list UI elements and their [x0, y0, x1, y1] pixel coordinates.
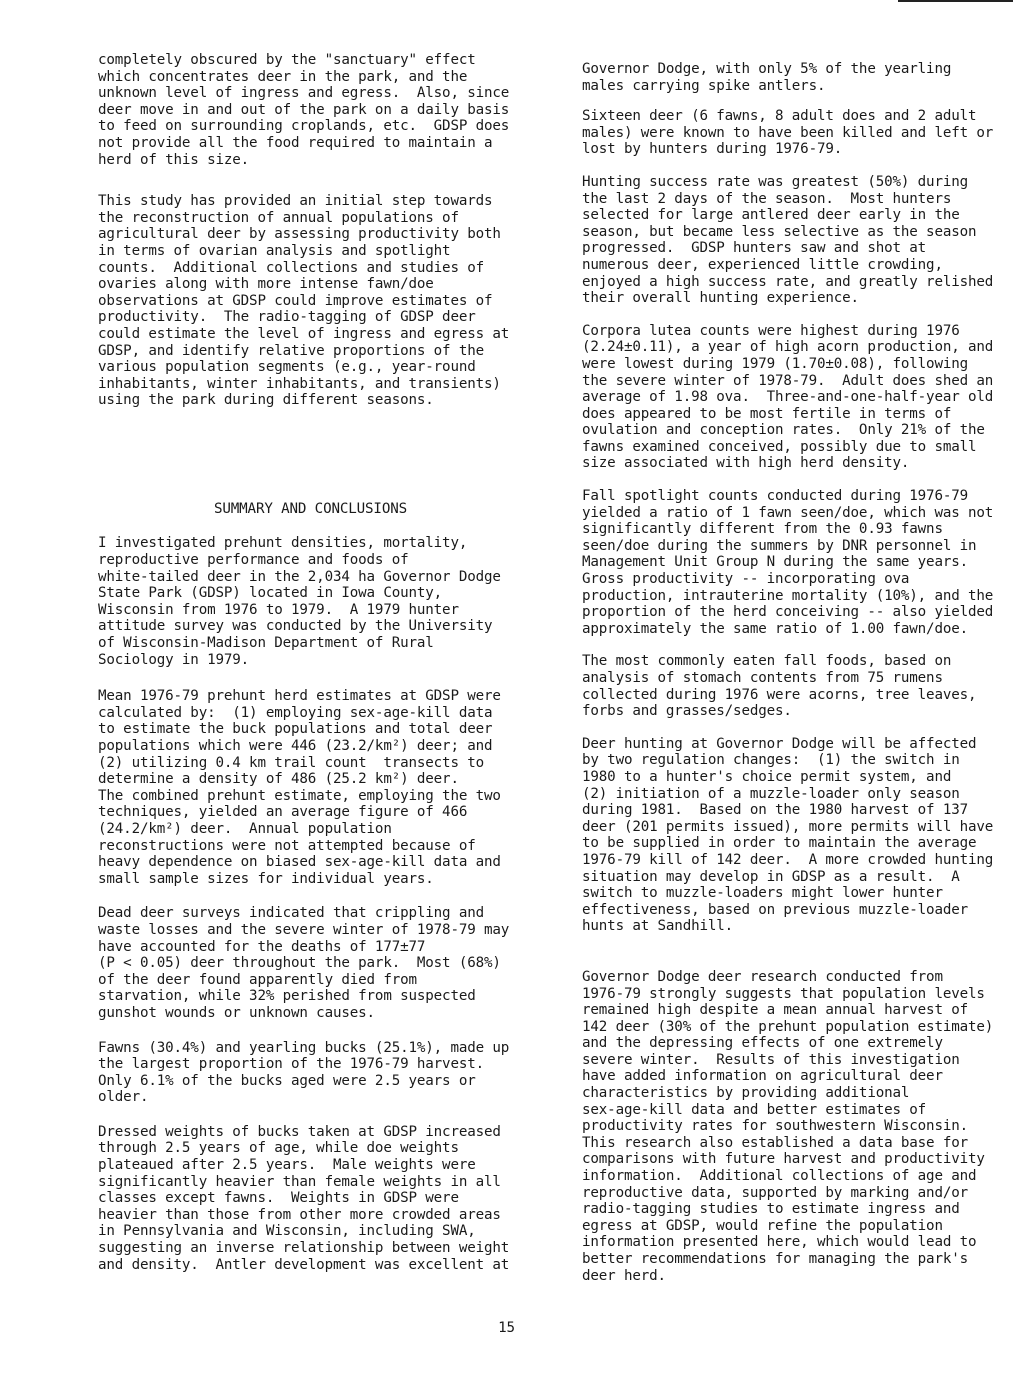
paragraph-corpora-lutea: Corpora lutea counts were highest during 1976 (2.24±0.11), a year of high acorn production, and were lowest during 1979 (1.70±0.08), following the severe winter of 1978-79. Adult does shed an average of 1.98 ova. Three-and-one-half-year old does appeared to be most fertile in terms of ovulation and conception rates. Only 21% of the fawns examined conceived, possibly due to small size associated with high herd density.	[582, 322, 994, 472]
paragraph-dressed-weights: Dressed weights of bucks taken at GDSP increased through 2.5 years of age, while doe weights plateaued after 2.5 years. Male weights were significantly heavier than female weights in all classes except fawns. Weights in GDSP were heavier than those from other more crowded areas in Pennsylvania and Wisconsin, including SWA, suggesting an inverse relationship between weight and density. Antler development was excellent at	[98, 1123, 510, 1273]
paragraph-governor-dodge-antlers: Governor Dodge, with only 5% of the yearling males carrying spike antlers.	[582, 61, 952, 94]
paragraph-fawns-yearlings: Fawns (30.4%) and yearling bucks (25.1%), made up the largest proportion of the 1976-79 harvest. Only 6.1% of the bucks aged were 2.5 years or older.	[98, 1039, 510, 1106]
paragraph-regulation-changes: Deer hunting at Governor Dodge will be affected by two regulation changes: (1) the switch in 1980 to a hunter's choice permit system, and (2) initiation of a muzzle-loader only season during 1981. Based on the 1980 harvest of 137 deer (201 permits issued), more permits will have to be supplied in order to maintain the average 1976-79 kill of 142 deer. A more crowded hunting situation may develop in GDSP as a result. A switch to muzzle-loaders might lower hunter effectiveness, based on previous muzzle-loader hunts at Sandhill.	[582, 735, 994, 935]
top-rule	[898, 0, 1013, 2]
paragraph-dead-deer-surveys: Dead deer surveys indicated that crippling and waste losses and the severe winter of 1978-79 may have accounted for the deaths of 177±77 (P < 0.05) deer throughout the park. Most (68%) of the deer found apparently died from starvation, while 32% perished from suspected gunshot wounds or unknown causes.	[98, 905, 510, 1021]
paragraph-fall-spotlight: Fall spotlight counts conducted during 1976-79 yielded a ratio of 1 fawn seen/doe, which was not significantly different from the 0.93 fawns seen/doe during the summers by DNR personnel in Management Unit Group N during the same years. Gross productivity -- incorporating ova production, intrauterine mortality (10%), and the proportion of the herd conceiving -- also yielded approximately the same ratio of 1.00 fawn/doe.	[582, 488, 994, 637]
paragraph-sanctuary-effect: completely obscured by the "sanctuary" effect which concentrates deer in the park, and the unknown level of ingress and egress. Also, since deer move in and out of the park on a daily basis to feed on surrounding croplands, etc. GDSP does not provide all the food required to maintain a herd of this size.	[98, 52, 510, 168]
right-column	[582, 61, 1007, 1284]
paragraph-research-conclusion: Governor Dodge deer research conducted from 1976-79 strongly suggests that population levels remained high despite a mean annual harvest of 142 deer (30% of the prehunt population estimate) and the depressing effects of one extremely severe winter. Results of this investigation have added information on agricultural deer characteristics by providing additional sex-age-kill data and better estimates of productivity rates for southwestern Wisconsin. This research also established a data base for comparisons with future harvest and productivity information. Additional collections of age and reproductive data, supported by marking and/or radio-tagging studies to estimate ingress and egress at GDSP, would refine the population information presented here, which would lead to better recommendations for managing the park's deer herd.	[582, 968, 994, 1284]
paragraph-hunting-success: Hunting success rate was greatest (50%) during the last 2 days of the season. Most hunters selected for large antlered deer early in the season, but became less selective as the season progressed. GDSP hunters saw and shot at numerous deer, experienced little crowding, enjoyed a high success rate, and greatly relished their overall hunting experience.	[582, 173, 994, 307]
paragraph-fall-foods: The most commonly eaten fall foods, based on analysis of stomach contents from 75 rumens collected during 1976 were acorns, tree leaves, forbs and grasses/sedges.	[582, 653, 977, 720]
paragraph-investigated: I investigated prehunt densities, mortality, reproductive performance and foods of white-tailed deer in the 2,034 ha Governor Dodge State Park (GDSP) located in Iowa County, Wisconsin from 1976 to 1979. A 1979 hunter attitude survey was conducted by the University of Wisconsin-Madison Department of Rural Sociology in 1979.	[98, 535, 501, 668]
page-number: 15	[498, 1320, 515, 1336]
paragraph-sixteen-deer: Sixteen deer (6 fawns, 8 adult does and 2 adult males) were known to have been killed and left or lost by hunters during 1976-79.	[582, 108, 994, 158]
paragraph-prehunt-estimates: Mean 1976-79 prehunt herd estimates at GDSP were calculated by: (1) employing sex-age-kill data to estimate the buck populations and total deer populations which were 446 (23.2/km²) deer; and (2) utilizing 0.4 km trail count transects to determine a density of 486 (25.2 km²) deer. The combined prehunt estimate, employing the two techniques, yielded an average figure of 466 (24.2/km²) deer. Annual population reconstructions were not attempted because of heavy dependence on biased sex-age-kill data and small sample sizes for individual years.	[98, 688, 501, 887]
section-heading-summary: SUMMARY AND CONCLUSIONS	[213, 500, 407, 517]
paragraph-study-initial-step: This study has provided an initial step towards the reconstruction of annual populations of agricultural deer by assessing productivity both in terms of ovarian analysis and spotlight counts. Additional collections and studies of ovaries along with more intense fawn/doe observations at GDSP could improve estimates of productivity. The radio-tagging of GDSP deer could estimate the level of ingress and egress at GDSP, and identify relative proportions of the various population segments (e.g., year-round inhabitants, winter inhabitants, and transients) using the park during different seasons.	[98, 193, 510, 409]
left-column	[98, 52, 523, 1273]
